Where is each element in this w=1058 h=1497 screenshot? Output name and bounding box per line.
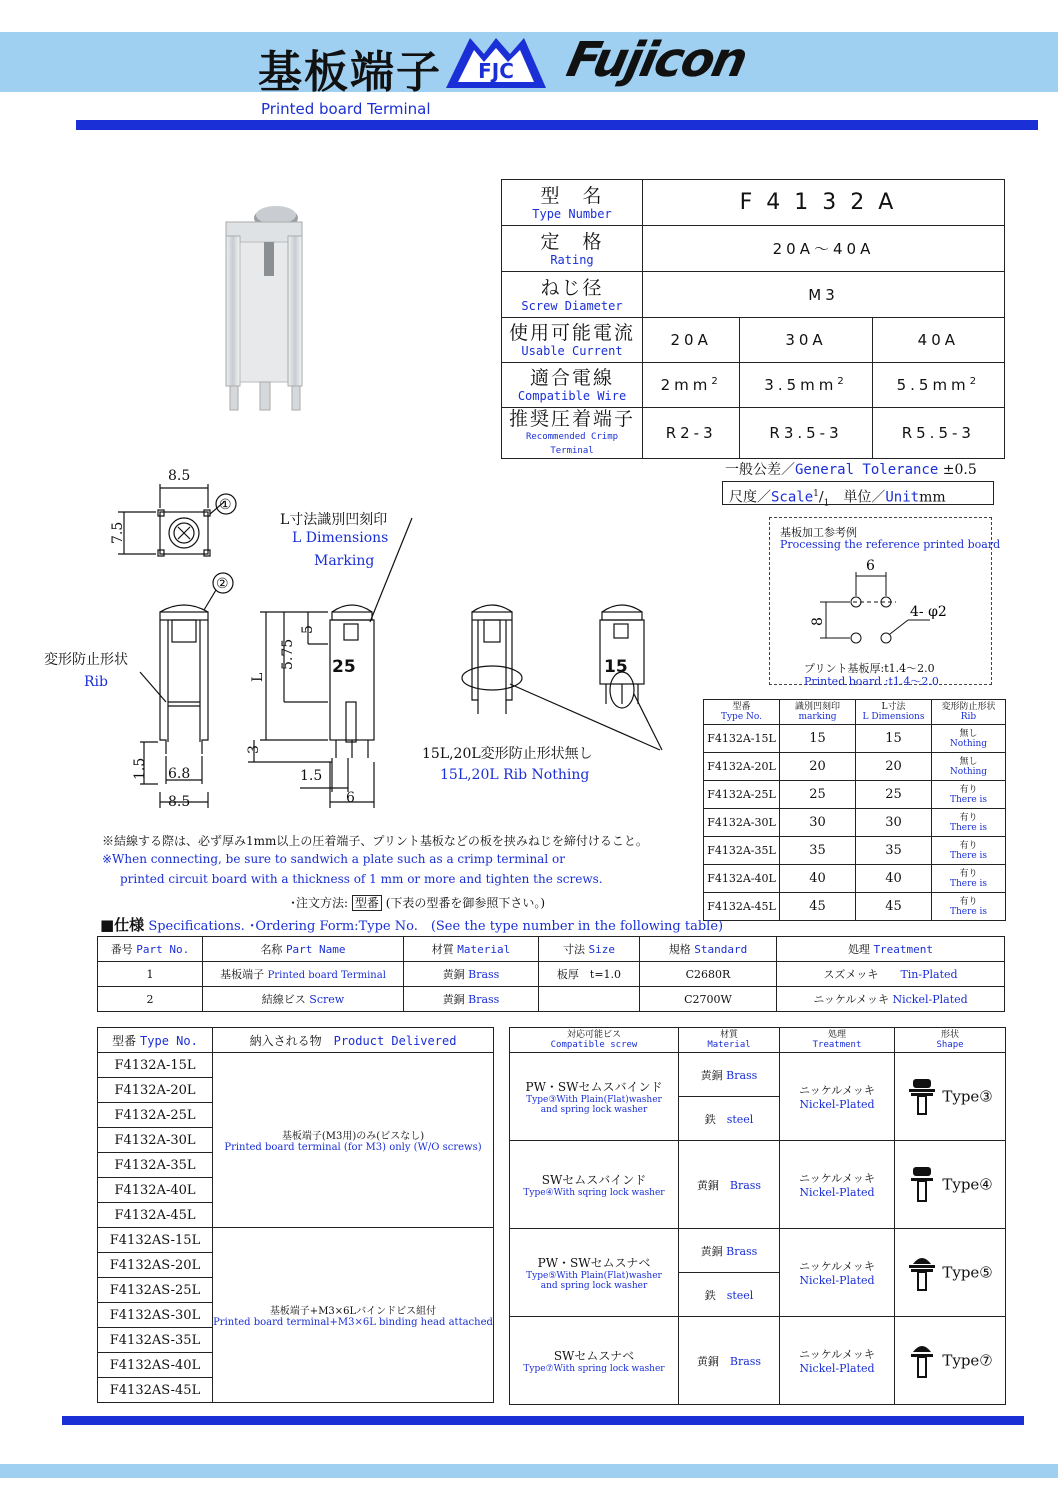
table-row: 2 結線ビス Screw 黄銅 Brass C2700W ニッケルメッキ Nickel-Plated [98,987,1005,1012]
crimp-value: R3.5-3 [740,408,872,459]
pcb-reference-box [769,517,1001,688]
screw-shape-type5: Type⑤ [895,1229,1006,1317]
note-en-2: printed circuit board with a thickness of 1 mm or more and tighten the screws. [120,872,603,886]
dim-6-8: 6.8 [168,766,191,782]
type-number-value: F4132A [643,180,1005,226]
table-row: F4132AS-30L [98,1303,494,1328]
rib-label-jp: 変形防止形状 [44,652,128,668]
current-value: 40A [872,318,1004,363]
table-row: F4132AS-35L [98,1328,494,1353]
table-row: F4132A-45L [98,1203,494,1228]
logo-badge-text: FJC [478,59,514,83]
table-row: F4132A-25L [98,1103,494,1128]
table-row: F4132A-15L 基板端子(M3用)のみ(ビスなし) Printed board terminal (for M3) only (W/O screws) [98,1053,494,1078]
brand-logo: Fujicon [562,32,751,88]
delivery-table: 型番 Type No. 納入される物 Product Delivered F4132A-15L 基板端子(M3用)のみ(ビスなし) Printed board terminal (for M3) only (W/O screws) F4132A-20L F4132A-25L F4132A-30L F4132A-35L F4132A-40L F4132A-45L F4132AS-15L 基板端子+M3×6Lバインドビス組付 Printed board terminal+M3×6L binding head attached F4132AS-20L F4132AS-25L F4132AS-30L F4132AS-35L F4132AS-40L F4132AS-45L [97,1027,494,1403]
footer-rule [62,1416,1024,1425]
table-row: F4132AS-40L [98,1353,494,1378]
variant-table: 型番 Type No. 識別凹刻印 marking L寸法 L Dimensions 変形防止形状 Rib F4132A-15L 15 15 無し Nothing F4132A-20L 20 20 無し Nothing F4132A-25L 25 25 有り There is F4132A-30L 30 30 有り There is F4132A-35L 35 35 有り There is F4132A-40L 40 40 有り There is F4132A-45L 45 45 有り There is [703,699,1006,921]
pcb-holes: 4- φ2 [910,604,947,620]
wire-value: $2mm^2$ [643,363,740,408]
screw-shape-type3: Type③ [895,1053,1006,1141]
table-row: F4132AS-25L [98,1278,494,1303]
page-subtitle: Printed board Terminal [261,100,431,118]
fjc-logo [440,32,552,92]
dim-width-top: 8.5 [168,468,191,484]
table-row: F4132AS-20L [98,1253,494,1278]
screw-shape-type4: Type④ [895,1141,1006,1229]
no-rib-label-en: 15L,20L Rib Nothing [440,767,590,783]
table-row: F4132A-15L 15 15 無し Nothing [704,725,1006,753]
crimp-value: R5.5-3 [872,408,1004,459]
general-tolerance: 一般公差／General Tolerance ±0.5 [725,462,977,478]
footer-band [0,1464,1058,1478]
table-row: F4132AS-15L 基板端子+M3×6Lバインドビス組付 Printed board terminal+M3×6L binding head attached [98,1228,494,1253]
table-row: F4132A-40L 40 40 有り There is [704,865,1006,893]
crimp-value: R2-3 [643,408,740,459]
dim-L: L [250,672,266,682]
usable-current-label: 使用可能電流 Usable Current [502,318,643,363]
wire-value: $3.5mm^2$ [740,363,872,408]
current-value: 30A [740,318,872,363]
table-row: 1 基板端子 Printed board Terminal 黄銅 Brass 板厚 t=1.0 C2680R スズメッキ Tin-Plated [98,962,1005,987]
table-row: SWセムスナベ Type⑦With spring lock washer 黄銅 Brass ニッケルメッキ Nickel-Plated Type⑦ [510,1317,1006,1405]
crimp-terminal-label: 推奨圧着端子 Recommended Crimp Terminal [502,408,643,459]
page-title: 基板端子 [258,47,442,98]
rib-label-en: Rib [84,674,108,690]
pan-spring-screw-icon [907,1165,937,1205]
parts-table: 番号 Part No. 名称 Part Name 材質 Material 寸法 Size 規格 Standard 処理 Treatment 1 基板端子 Printed board Terminal 黄銅 Brass 板厚 t=1.0 C2680R スズメッキ Tin-Plated 2 結線ビス Screw 黄銅 Brass C2700W ニッケルメッキ Nickel-Plated [97,936,1005,1012]
screw-shape-type7: Type⑦ [895,1317,1006,1405]
rating-value: 20A～40A [643,226,1005,272]
table-row: SWセムスバインド Type④With sqring lock washer 黄銅 Brass ニッケルメッキ Nickel-Plated Type④ [510,1141,1006,1229]
pcb-dim-8: 8 [810,617,826,626]
specifications-heading: ■仕様 Specifications. ･Ordering Form:Type No. (See the type number in the following table) [100,916,724,934]
table-row: F4132A-20L [98,1078,494,1103]
dim-1-5-front: 1.5 [132,757,148,780]
dim-8-5-front: 8.5 [168,794,191,810]
pcb-title-jp: 基板加工参考例 [780,526,857,539]
table-row: F4132A-35L [98,1153,494,1178]
table-row: PW・SWセムスナベ Type⑤With Plain(Flat)washer and spring lock washer 黄銅 Brass ニッケルメッキ Nickel-Plated Type⑤ [510,1229,1006,1273]
marking-label-jp: L寸法識別凹刻印 [280,512,388,528]
pcb-title-en: Processing the reference printed board [780,538,1001,551]
callout-2: ② [216,576,229,592]
screw-diameter-value: M3 [643,272,1005,318]
screw-table: 対応可能ビス Compatible screw 材質 Material 処理 Treatment 形状 Shape PW・SWセムスバインド Type③With Plain(Flat)washer and spring lock washer 黄銅 Brass ニッケルメッキ Nickel-Plated Type③ 鉄 steel SWセムスバインド Type④With sqring lock washer 黄銅 Brass ニッケルメッキ Nickel-Plated Type④ PW・SWセムスナベ Type⑤With Plain(Flat)washer and spring lock washer 黄銅 Brass ニッケルメッキ Nickel-Plated Type⑤ 鉄 steel SWセムスナベ Type⑦With spring lock washer 黄銅 Brass ニッケルメッキ Nickel-Plated Type⑦ [509,1027,1006,1405]
pcb-hole-pattern [770,552,993,662]
dim-6-side: 6 [346,790,355,806]
table-row: F4132A-30L 30 30 有り There is [704,809,1006,837]
table-row: F4132A-45L 45 45 有り There is [704,893,1006,921]
scale-unit-box: 尺度$/Scale^1/_1$ 単位／Unitmm [722,481,994,505]
pcb-dim-6: 6 [866,558,875,574]
spec-table [501,179,1005,459]
table-row: F4132A-35L 35 35 有り There is [704,837,1006,865]
pan-washer-screw-icon [907,1077,937,1117]
table-row: F4132A-30L [98,1128,494,1153]
round-spring-screw-icon [907,1341,937,1381]
note-jp: ※結線する際は、必ず厚み1mm以上の圧着端子、プリント基板などの板を挟みねじを締付けること。 [102,834,648,848]
no-rib-label-jp: 15L,20L変形防止形状無し [422,746,593,762]
marking-label-en1: L Dimensions [292,530,389,546]
ordering-note: ･注文方法: 型番 (下表の型番を御参照下さい。) [290,896,546,910]
note-en-1: ※When connecting, be sure to sandwich a plate such as a crimp terminal or [102,852,565,866]
pcb-thickness-en: Printed board :t1.4～2.0 [804,675,939,688]
dim-5-75: 5.75 [280,638,296,670]
pcb-thickness-jp: プリント基板厚:t1.4～2.0 [804,662,935,675]
callout-1: ① [219,497,232,513]
type-number-label: 型 名 Type Number [502,180,643,226]
marking-label-en2: Marking [314,553,375,569]
table-row: PW・SWセムスバインド Type③With Plain(Flat)washer and spring lock washer 黄銅 Brass ニッケルメッキ Nickel-Plated Type③ [510,1053,1006,1097]
dim-3: 3 [246,745,262,754]
compatible-wire-label: 適合電線 Compatible Wire [502,363,643,408]
rating-label: 定 格 Rating [502,226,643,272]
wire-value: $5.5mm^2$ [872,363,1004,408]
screw-diameter-label: ねじ径 Screw Diameter [502,272,643,318]
dim-5: 5 [300,625,316,634]
current-value: 20A [643,318,740,363]
marking-15: 15 [604,657,628,677]
table-row: F4132AS-45L [98,1378,494,1403]
dim-1-5-side: 1.5 [300,768,323,784]
round-washer-screw-icon [907,1253,937,1293]
marking-25: 25 [332,657,356,677]
table-row: F4132A-25L 25 25 有り There is [704,781,1006,809]
table-row: F4132A-40L [98,1178,494,1203]
product-photo [218,200,314,415]
dim-depth-top: 7.5 [110,521,126,544]
dimension-drawing [40,462,720,822]
table-row: F4132A-20L 20 20 無し Nothing [704,753,1006,781]
header-rule [76,120,1038,130]
